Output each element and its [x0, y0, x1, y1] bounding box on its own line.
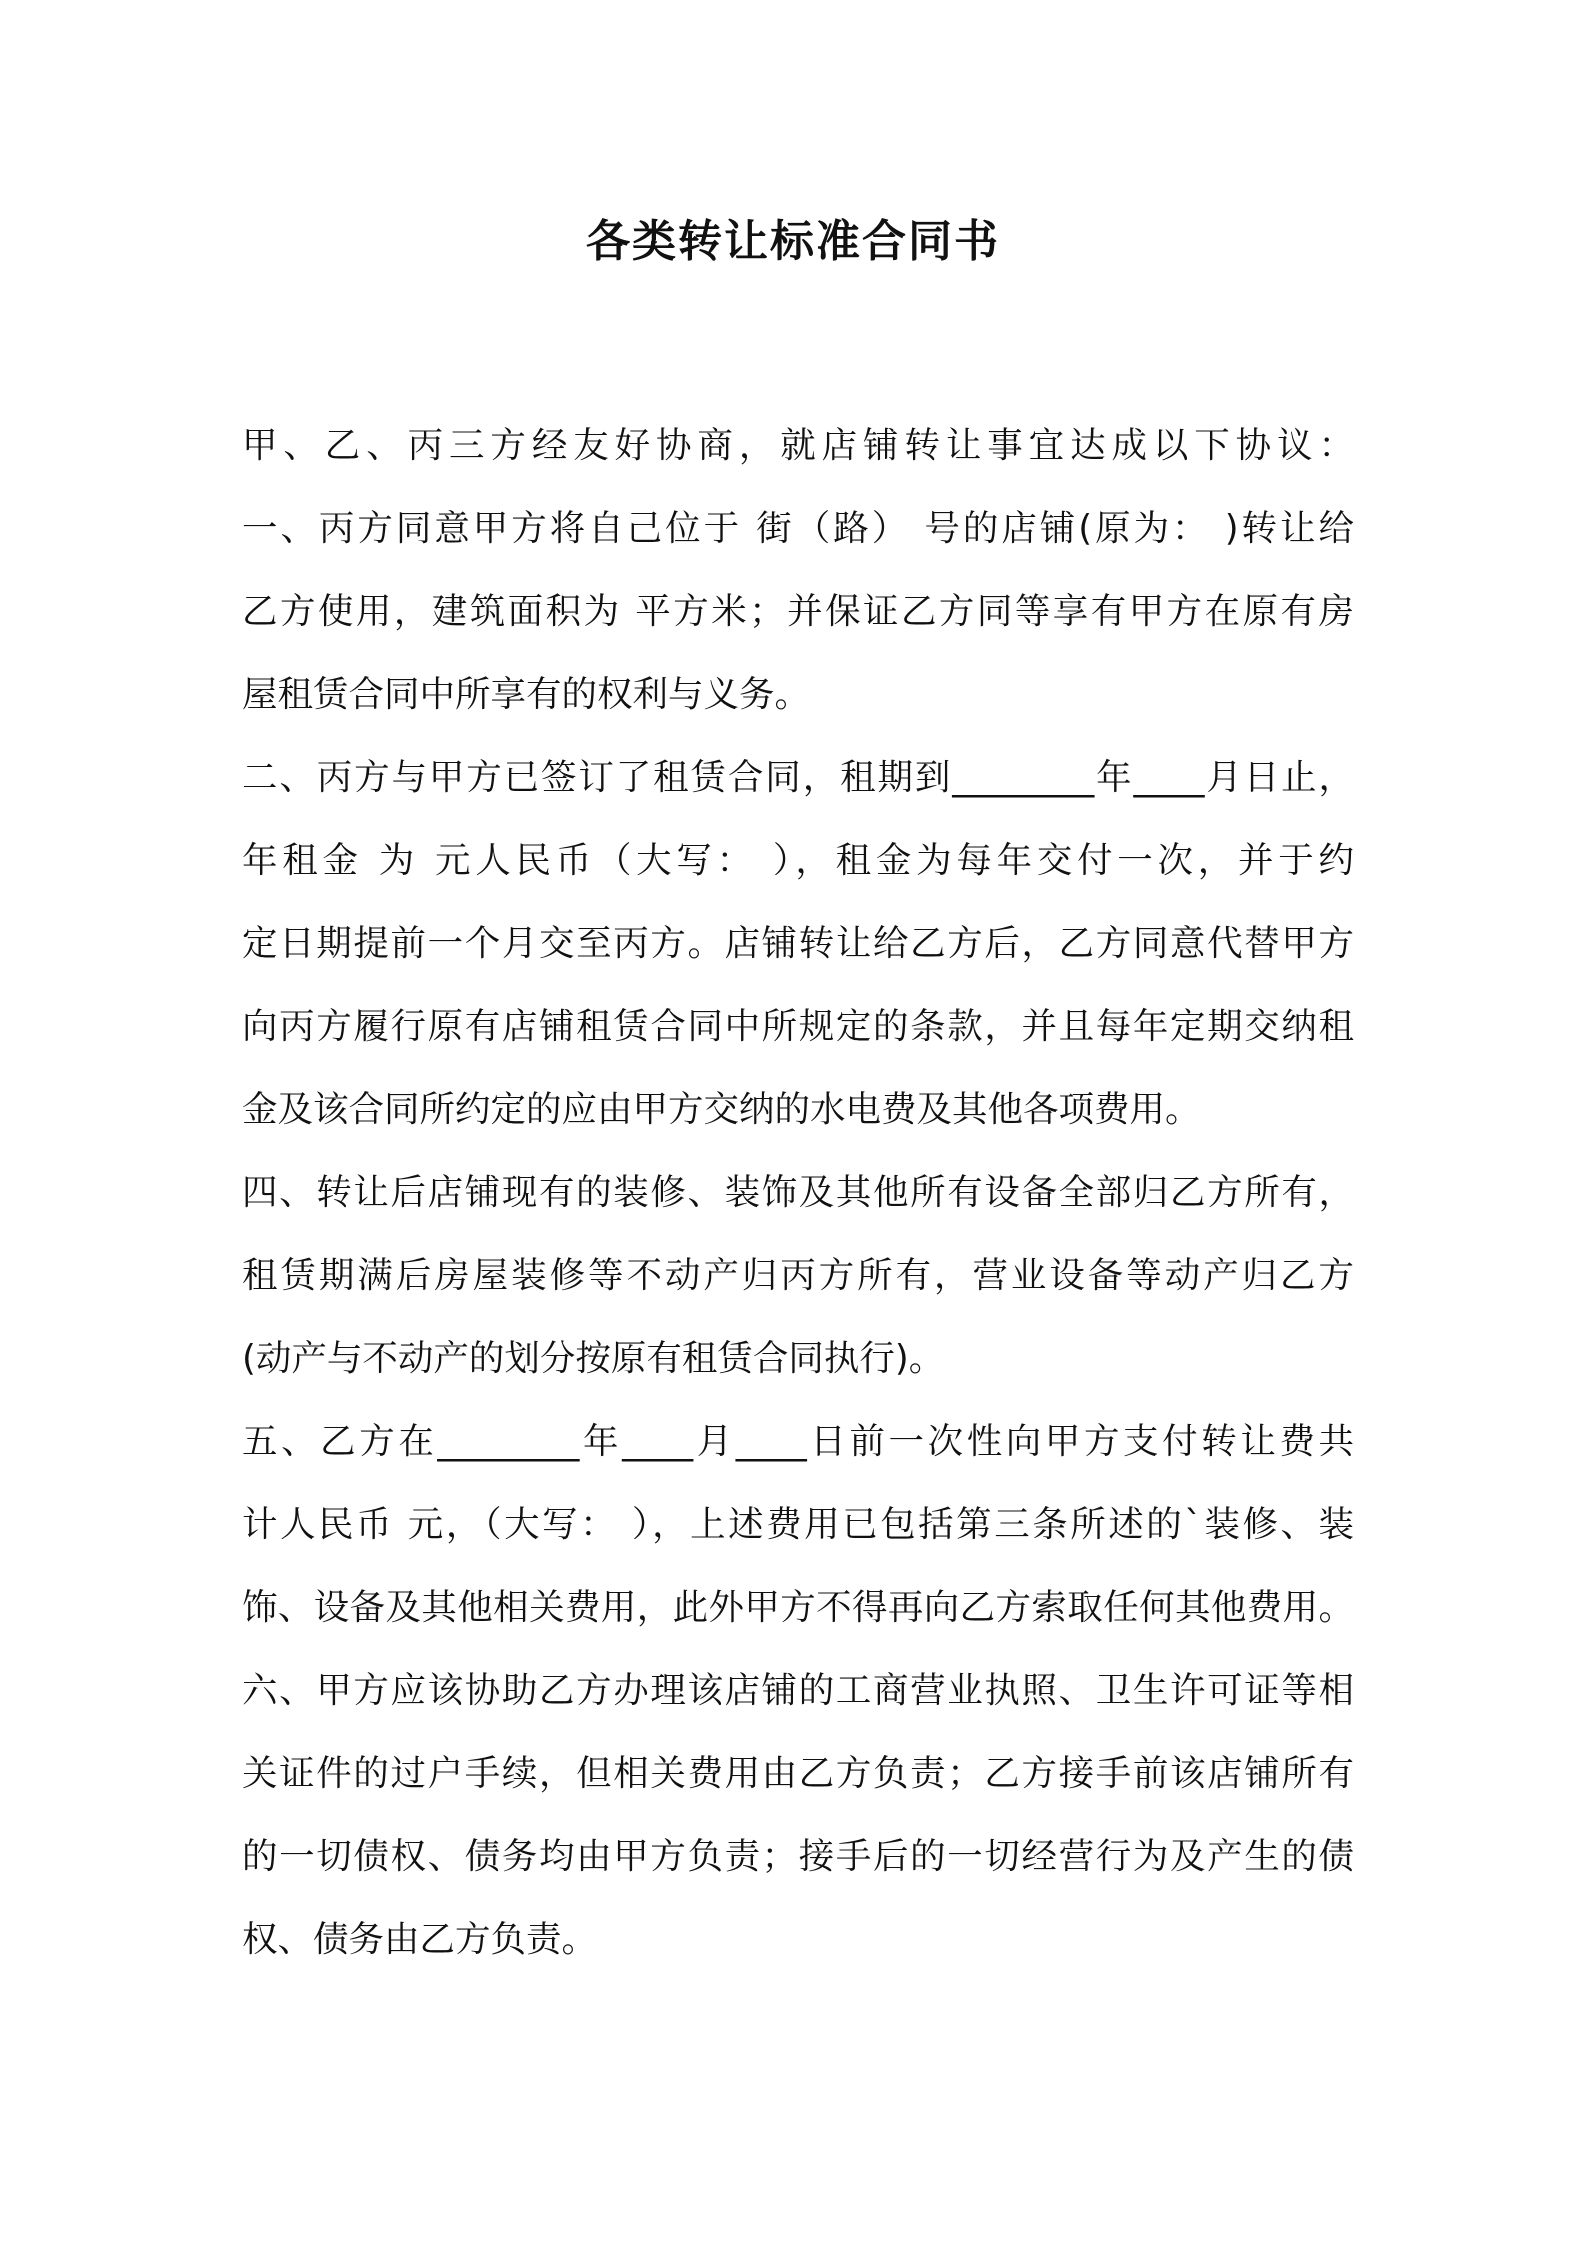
text-line: 租赁期满后房屋装修等不动产归丙方所有，营业设备等动产归乙方 [242, 1255, 1354, 1296]
text-line: 关证件的过户手续，但相关费用由乙方负责；乙方接手前该店铺所有 [242, 1753, 1354, 1794]
text-line: 年租金 为 元人民币（大写： ），租金为每年交付一次，并于约 [242, 840, 1354, 881]
text-line: 四、转让后店铺现有的装修、装饰及其他所有设备全部归乙方所有， [242, 1172, 1354, 1213]
text-line: 的一切债权、债务均由甲方负责；接手后的一切经营行为及产生的债 [242, 1836, 1354, 1877]
text-line: 金及该合同所约定的应由甲方交纳的水电费及其他各项费用。 [242, 1089, 1201, 1130]
text-line: 定日期提前一个月交至丙方。店铺转让给乙方后，乙方同意代替甲方 [242, 923, 1354, 964]
text-line: 饰、设备及其他相关费用，此外甲方不得再向乙方索取任何其他费用。 [242, 1587, 1354, 1628]
text-line: (动产与不动产的划分按原有租赁合同执行)。 [242, 1338, 945, 1379]
text-line: 甲、乙、丙三方经友好协商，就店铺转让事宜达成以下协议： [242, 425, 1354, 466]
text-line: 二、丙方与甲方已签订了租赁合同，租期到________年____月日止， [242, 757, 1354, 798]
text-line: 六、甲方应该协助乙方办理该店铺的工商营业执照、卫生许可证等相 [242, 1670, 1354, 1711]
text-line: 权、债务由乙方负责。 [242, 1919, 598, 1960]
document-body [242, 404, 1354, 1981]
text-line: 乙方使用，建筑面积为 平方米；并保证乙方同等享有甲方在原有房 [242, 591, 1354, 632]
text-line: 计人民币 元，（大写： ），上述费用已包括第三条所述的`装修、装 [242, 1504, 1354, 1545]
text-line: 向丙方履行原有店铺租赁合同中所规定的条款，并且每年定期交纳租 [242, 1006, 1354, 1047]
text-line: 屋租赁合同中所享有的权利与义务。 [242, 674, 811, 715]
text-line: 五、乙方在________年____月____日前一次性向甲方支付转让费共 [242, 1421, 1354, 1462]
text-line: 一、丙方同意甲方将自己位于 街（路） 号的店铺(原为： )转让给 [242, 508, 1354, 549]
document-title: 各类转让标准合同书 [586, 216, 1000, 267]
